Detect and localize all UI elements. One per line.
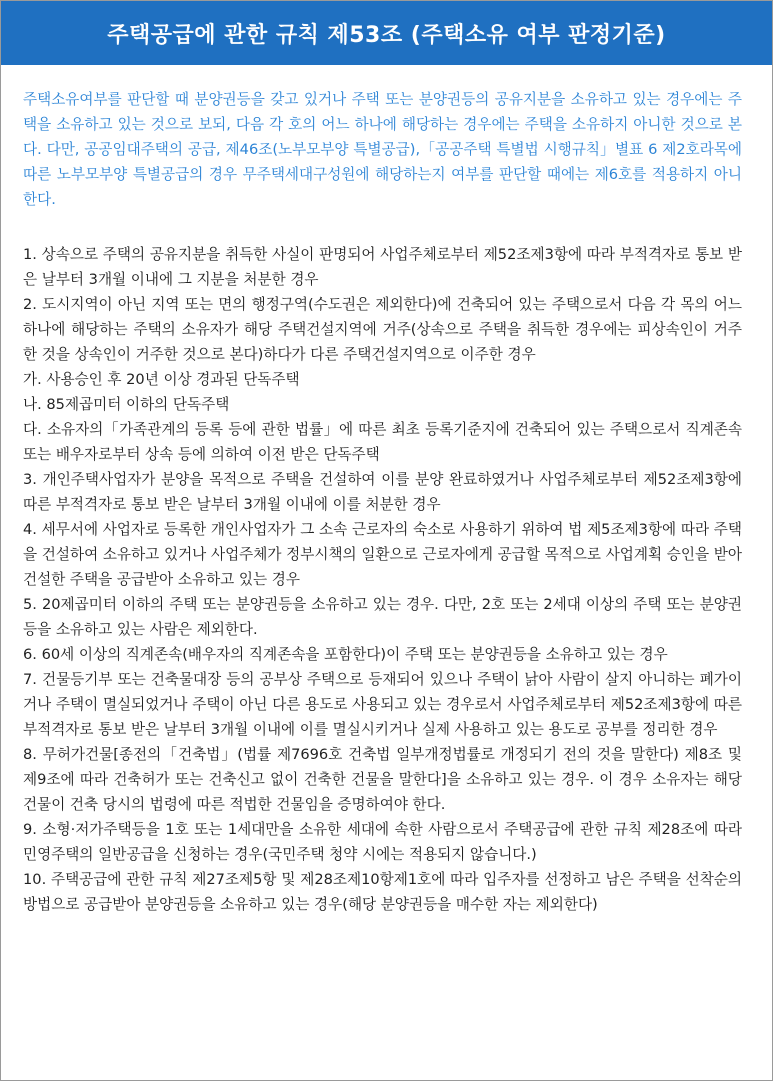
clause-2-ga: 가. 사용승인 후 20년 이상 경과된 단독주택 <box>23 371 300 388</box>
intro-paragraph: 주택소유여부를 판단할 때 분양권등을 갖고 있거나 주택 또는 분양권등의 공유지분을 소유하고 있는 경우에는 주택을 소유하고 있는 것으로 보되, 다음 각 호의 어느 하나에 해당하는 경우에는 주택을 소유하지 아니한 것으로 본다. 다만, 공공임대주택의 공급, 제46조(노부모부양 특별공급),「공공주택 특별법 시행규칙」별표 6 제2호라목에 따른 노부모부양 특별공급의 경우 무주택세대구성원에 해당하는지 여부를 판단할 때에는 제6호를 적용하지 아니한다. <box>23 91 742 208</box>
clause-10: 10. 주택공급에 관한 규칙 제27조제5항 및 제28조제10항제1호에 따라 입주자를 선정하고 남은 주택을 선착순의 방법으로 공급받아 분양권등을 소유하고 있는 경우(해당 분양권등을 매수한 자는 제외한다) <box>23 871 742 913</box>
document-body <box>1 65 772 917</box>
clause-6: 6. 60세 이상의 직계존속(배우자의 직계존속을 포함한다)이 주택 또는 분양권등을 소유하고 있는 경우 <box>23 646 668 663</box>
clause-9: 9. 소형·저가주택등을 1호 또는 1세대만을 소유한 세대에 속한 사람으로서 주택공급에 관한 규칙 제28조에 따라 민영주택의 일반공급을 신청하는 경우(국민주택 청약 시에는 적용되지 않습니다.) <box>23 821 742 863</box>
clause-3: 3. 개인주택사업자가 분양을 목적으로 주택을 건설하여 이를 분양 완료하였거나 사업주체로부터 제52조제3항에 따른 부적격자로 통보 받은 날부터 3개월 이내에 이를 처분한 경우 <box>23 471 742 513</box>
clause-list <box>23 242 742 917</box>
page-title: 주택공급에 관한 규칙 제53조 (주택소유 여부 판정기준) <box>107 22 666 48</box>
clause-7: 7. 건물등기부 또는 건축물대장 등의 공부상 주택으로 등재되어 있으나 주택이 낡아 사람이 살지 아니하는 폐가이거나 주택이 멸실되었거나 주택이 아닌 다른 용도로 사용되고 있는 경우로서 사업주체로부터 제52조제3항에 따른 부적격자로 통보 받은 날부터 3개월 이내에 이를 멸실시키거나 실제 사용하고 있는 용도로 공부를 정리한 경우 <box>23 671 742 738</box>
clause-2: 2. 도시지역이 아닌 지역 또는 면의 행정구역(수도권은 제외한다)에 건축되어 있는 주택으로서 다음 각 목의 어느 하나에 해당하는 주택의 소유자가 해당 주택건설지역에 거주(상속으로 주택을 취득한 경우에는 피상속인이 거주한 것을 상속인이 거주한 것으로 본다)하다가 다른 주택건설지역으로 이주한 경우 <box>23 296 742 363</box>
clause-8: 8. 무허가건물[종전의「건축법」(법률 제7696호 건축법 일부개정법률로 개정되기 전의 것을 말한다) 제8조 및 제9조에 따라 건축허가 또는 건축신고 없이 건축한 건물을 말한다]을 소유하고 있는 경우. 이 경우 소유자는 해당 건물이 건축 당시의 법령에 따른 적법한 건물임을 증명하여야 한다. <box>23 746 742 813</box>
clause-1: 1. 상속으로 주택의 공유지분을 취득한 사실이 판명되어 사업주체로부터 제52조제3항에 따라 부적격자로 통보 받은 날부터 3개월 이내에 그 지분을 처분한 경우 <box>23 246 742 288</box>
clause-2-da: 다. 소유자의「가족관계의 등록 등에 관한 법률」에 따른 최초 등록기준지에 건축되어 있는 주택으로서 직계존속 또는 배우자로부터 상속 등에 의하여 이전 받은 단독주택 <box>23 421 742 463</box>
clause-4: 4. 세무서에 사업자로 등록한 개인사업자가 그 소속 근로자의 숙소로 사용하기 위하여 법 제5조제3항에 따라 주택을 건설하여 소유하고 있거나 사업주체가 정부시책의 일환으로 근로자에게 공급할 목적으로 사업계획 승인을 받아 건설한 주택을 공급받아 소유하고 있는 경우 <box>23 521 742 588</box>
clause-5: 5. 20제곱미터 이하의 주택 또는 분양권등을 소유하고 있는 경우. 다만, 2호 또는 2세대 이상의 주택 또는 분양권등을 소유하고 있는 사람은 제외한다. <box>23 596 742 638</box>
clause-2-na: 나. 85제곱미터 이하의 단독주택 <box>23 396 230 413</box>
title-bar <box>1 1 772 65</box>
